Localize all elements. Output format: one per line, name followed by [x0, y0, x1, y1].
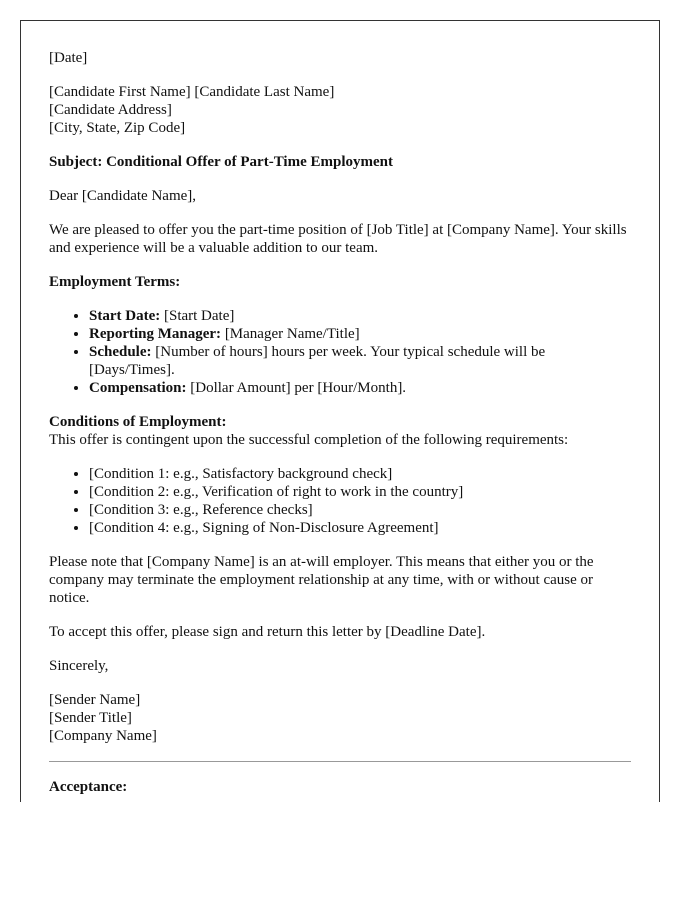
- recipient-address: [49, 83, 631, 137]
- term-label: Start Date:: [89, 308, 161, 324]
- recipient-name: [Candidate First Name] [Candidate Last Name]: [49, 84, 335, 100]
- salutation: Dear [Candidate Name],: [49, 188, 197, 204]
- list-item: • [Condition 4: e.g., Signing of Non-Disclosure Agreement]: [89, 519, 631, 537]
- terms-heading: Employment Terms:: [49, 274, 181, 290]
- accept-instructions: To accept this offer, please sign and return this letter by [Deadline Date].: [49, 624, 486, 640]
- term-label: Schedule:: [89, 344, 152, 360]
- divider: [49, 761, 631, 762]
- term-value: [Start Date]: [160, 308, 235, 324]
- list-item: [89, 379, 631, 397]
- intro-paragraph: We are pleased to offer you the part-time position of [Job Title] at [Company Name]. Your skills and experience will be a valuable addition to our team.: [49, 222, 627, 256]
- term-value: [Manager Name/Title]: [221, 326, 360, 342]
- list-item: [89, 307, 631, 325]
- sender-name: [Sender Name]: [49, 692, 141, 708]
- letter-date: [Date]: [49, 50, 88, 66]
- sender-title: [Sender Title]: [49, 710, 132, 726]
- terms-list: [49, 307, 631, 397]
- acceptance-heading: Acceptance:: [49, 779, 128, 795]
- list-item: • [Condition 1: e.g., Satisfactory background check]: [89, 465, 631, 483]
- conditions-section: [49, 413, 631, 449]
- conditions-heading: Conditions of Employment:: [49, 414, 227, 430]
- conditions-list: [49, 465, 631, 537]
- term-value: [Dollar Amount] per [Hour/Month].: [186, 380, 407, 396]
- sender-block: [49, 691, 631, 745]
- conditions-intro: This offer is contingent upon the successful completion of the following requirements:: [49, 432, 569, 448]
- letter-subject: Subject: Conditional Offer of Part-Time Employment: [49, 154, 393, 170]
- closing: Sincerely,: [49, 658, 109, 674]
- term-label: Reporting Manager:: [89, 326, 222, 342]
- term-value: [Number of hours] hours per week. Your typical schedule will be [Days/Times].: [89, 344, 546, 378]
- letter-page: [20, 20, 660, 802]
- list-item: [89, 325, 631, 343]
- recipient-street: [Candidate Address]: [49, 102, 172, 118]
- sender-company: [Company Name]: [49, 728, 157, 744]
- list-item: • [Condition 3: e.g., Reference checks]: [89, 501, 631, 519]
- recipient-city: [City, State, Zip Code]: [49, 120, 186, 136]
- term-label: Compensation:: [89, 380, 187, 396]
- at-will-paragraph: Please note that [Company Name] is an at-will employer. This means that either you or the company may terminate the employment relationship at any time, with or without cause or notice.: [49, 554, 594, 606]
- list-item: [89, 343, 631, 379]
- list-item: • [Condition 2: e.g., Verification of right to work in the country]: [89, 483, 631, 501]
- letter-body: [21, 21, 659, 796]
